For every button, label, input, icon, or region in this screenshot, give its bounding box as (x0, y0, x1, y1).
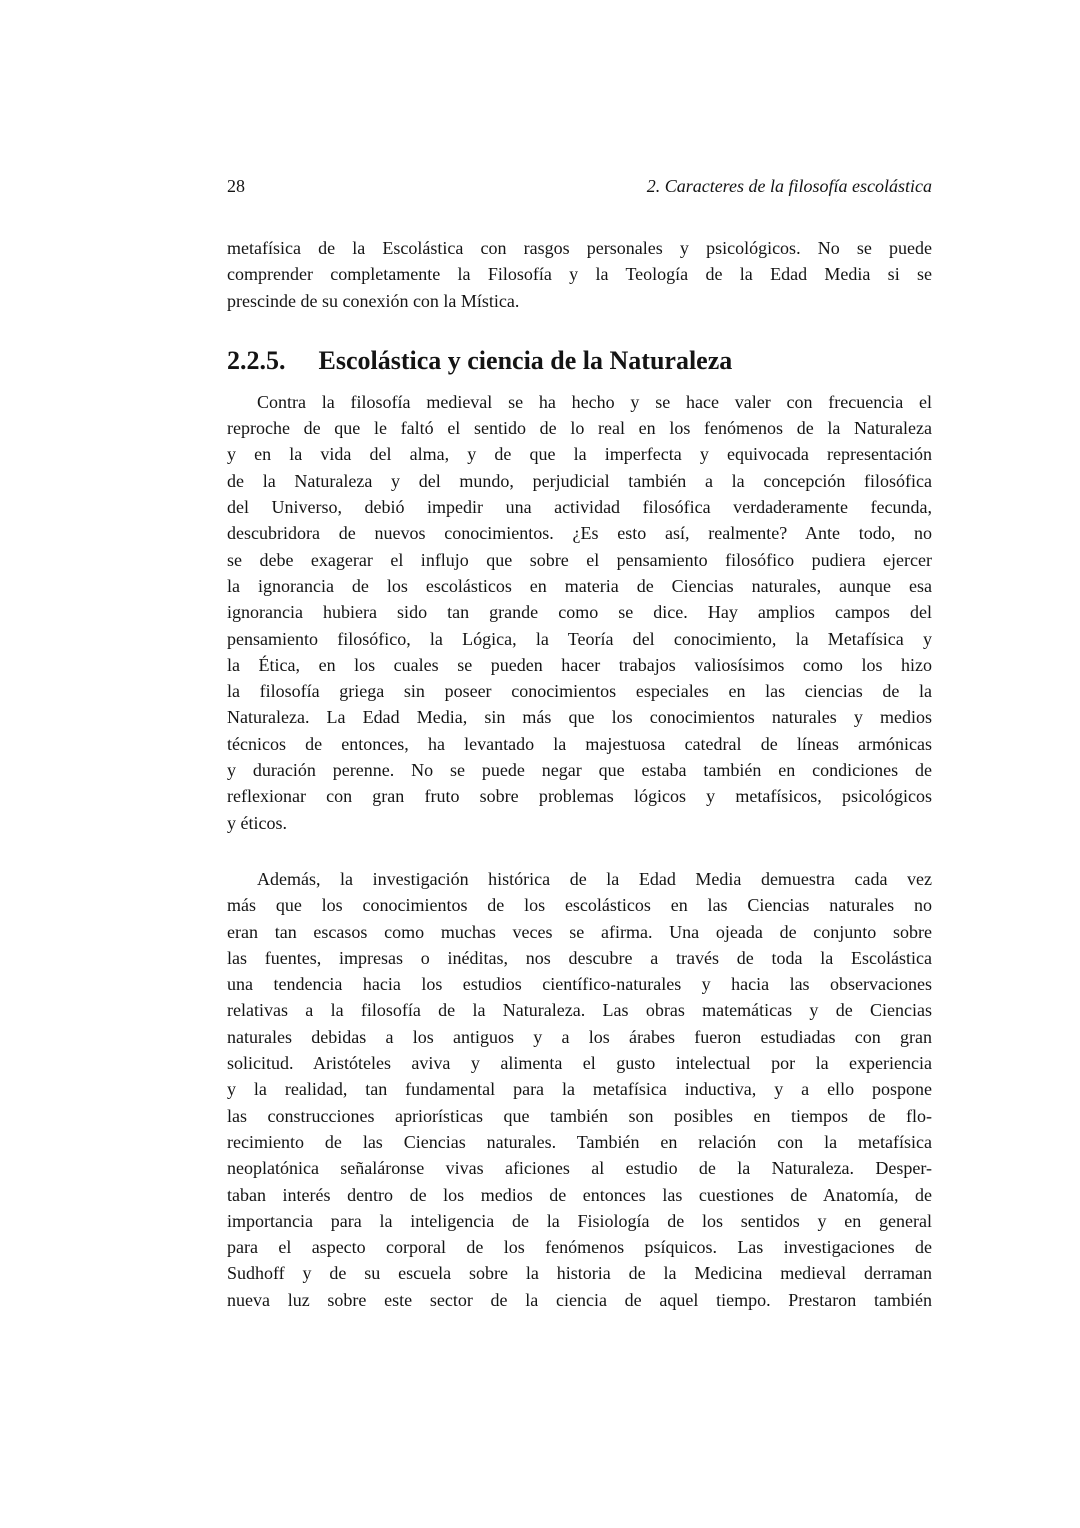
text-line: Además, la investigación histórica de la Edad Media demuestra cada vez (257, 868, 932, 889)
text-line: ignorancia hubiera sido tan grande como se dice. Hay amplios campos del (227, 602, 932, 623)
text-line: de la Naturaleza y del mundo, perjudicial también a la concepción filosófica (227, 470, 932, 491)
text-line: se debe exagerar el influjo que sobre el pensamiento filosófico pudiera ejercer (227, 549, 932, 570)
text-line: recimiento de las Ciencias naturales. También en relación con la metafísica (227, 1131, 932, 1152)
intro-paragraph (227, 235, 932, 314)
text-line: y en la vida del alma, y de que la imperfecta y equivocada representación (227, 444, 932, 465)
text-line: metafísica de la Escolástica con rasgos personales y psicológicos. No se puede (227, 238, 932, 258)
section-title: Escolástica y ciencia de la Naturaleza (318, 345, 733, 375)
text-line: la Ética, en los cuales se pueden hacer trabajos valiosísimos como los hizo (227, 654, 932, 675)
text-line: relativas a la filosofía de la Naturaleza. Las obras matemáticas y de Ciencias (227, 1000, 932, 1021)
running-title: 2. Caracteres de la filosofía escolástica (646, 176, 932, 196)
text-line: Naturaleza. La Edad Media, sin más que los conocimientos naturales y medios (227, 707, 932, 728)
text-line: las construcciones apriorísticas que también son posibles en tiempos de flo- (227, 1105, 932, 1126)
running-header (227, 175, 932, 197)
text-line: pensamiento filosófico, la Lógica, la Teoría del conocimiento, la Metafísica y (227, 628, 932, 649)
text-line: técnicos de entonces, ha levantado la majestuosa catedral de líneas armónicas (227, 733, 932, 754)
section-number: 2.2.5. (227, 345, 286, 375)
text-line: descubridora de nuevos conocimientos. ¿Es esto así, realmente? Ante todo, no (227, 523, 932, 544)
text-line: comprender completamente la Filosofía y la Teología de la Edad Media si se (227, 264, 932, 285)
page-number: 28 (227, 176, 245, 196)
text-line: nueva luz sobre este sector de la ciencia de aquel tiempo. Prestaron también (227, 1289, 932, 1310)
text-line: taban interés dentro de los medios de entonces las cuestiones de Anatomía, de (227, 1184, 932, 1205)
text-line: importancia para la inteligencia de la Fisiología de los sentidos y en general (227, 1210, 932, 1231)
text-line: más que los conocimientos de los escolásticos en las Ciencias naturales no (227, 895, 932, 916)
text-line: reproche de que le faltó el sentido de lo real en los fenómenos de la Naturaleza (227, 418, 932, 439)
text-line: una tendencia hacia los estudios científico-naturales y hacia las observaciones (227, 974, 932, 995)
text-line: neoplatónica señaláronse vivas aficiones al estudio de la Naturaleza. Desper- (227, 1158, 932, 1179)
text-column (227, 0, 932, 1313)
text-line: y la realidad, tan fundamental para la metafísica inductiva, y a ello pospone (227, 1079, 932, 1100)
text-line: naturales debidas a los antiguos y a los árabes fueron estudiadas con gran (227, 1026, 932, 1047)
text-line: Contra la filosofía medieval se ha hecho y se hace valer con frecuencia el (257, 391, 932, 412)
text-line: la ignorancia de los escolásticos en materia de Ciencias naturales, aunque esa (227, 575, 932, 596)
text-line: Sudhoff y de su escuela sobre la historia de la Medicina medieval derraman (227, 1263, 932, 1284)
text-line: eran tan escasos como muchas veces se afirma. Una ojeada de conjunto sobre (227, 921, 932, 942)
text-line: y duración perenne. No se puede negar que estaba también en condiciones de (227, 760, 932, 781)
body-paragraph-1 (227, 389, 932, 836)
text-line: prescinde de su conexión con la Mística. (227, 290, 520, 311)
text-line: solicitud. Aristóteles aviva y alimenta el gusto intelectual por la experiencia (227, 1053, 932, 1074)
section-heading (227, 345, 932, 377)
text-line: y éticos. (227, 812, 287, 833)
text-line: las fuentes, impresas o inéditas, nos descubre a través de toda la Escolástica (227, 947, 932, 968)
text-line: del Universo, debió impedir una actividad filosófica verdaderamente fecunda, (227, 497, 932, 518)
text-line: para el aspecto corporal de los fenómenos psíquicos. Las investigaciones de (227, 1237, 932, 1258)
text-line: reflexionar con gran fruto sobre problemas lógicos y metafísicos, psicológicos (227, 786, 932, 807)
text-line: la filosofía griega sin poseer conocimientos especiales en las ciencias de la (227, 681, 932, 702)
body-paragraph-2 (227, 866, 932, 1313)
